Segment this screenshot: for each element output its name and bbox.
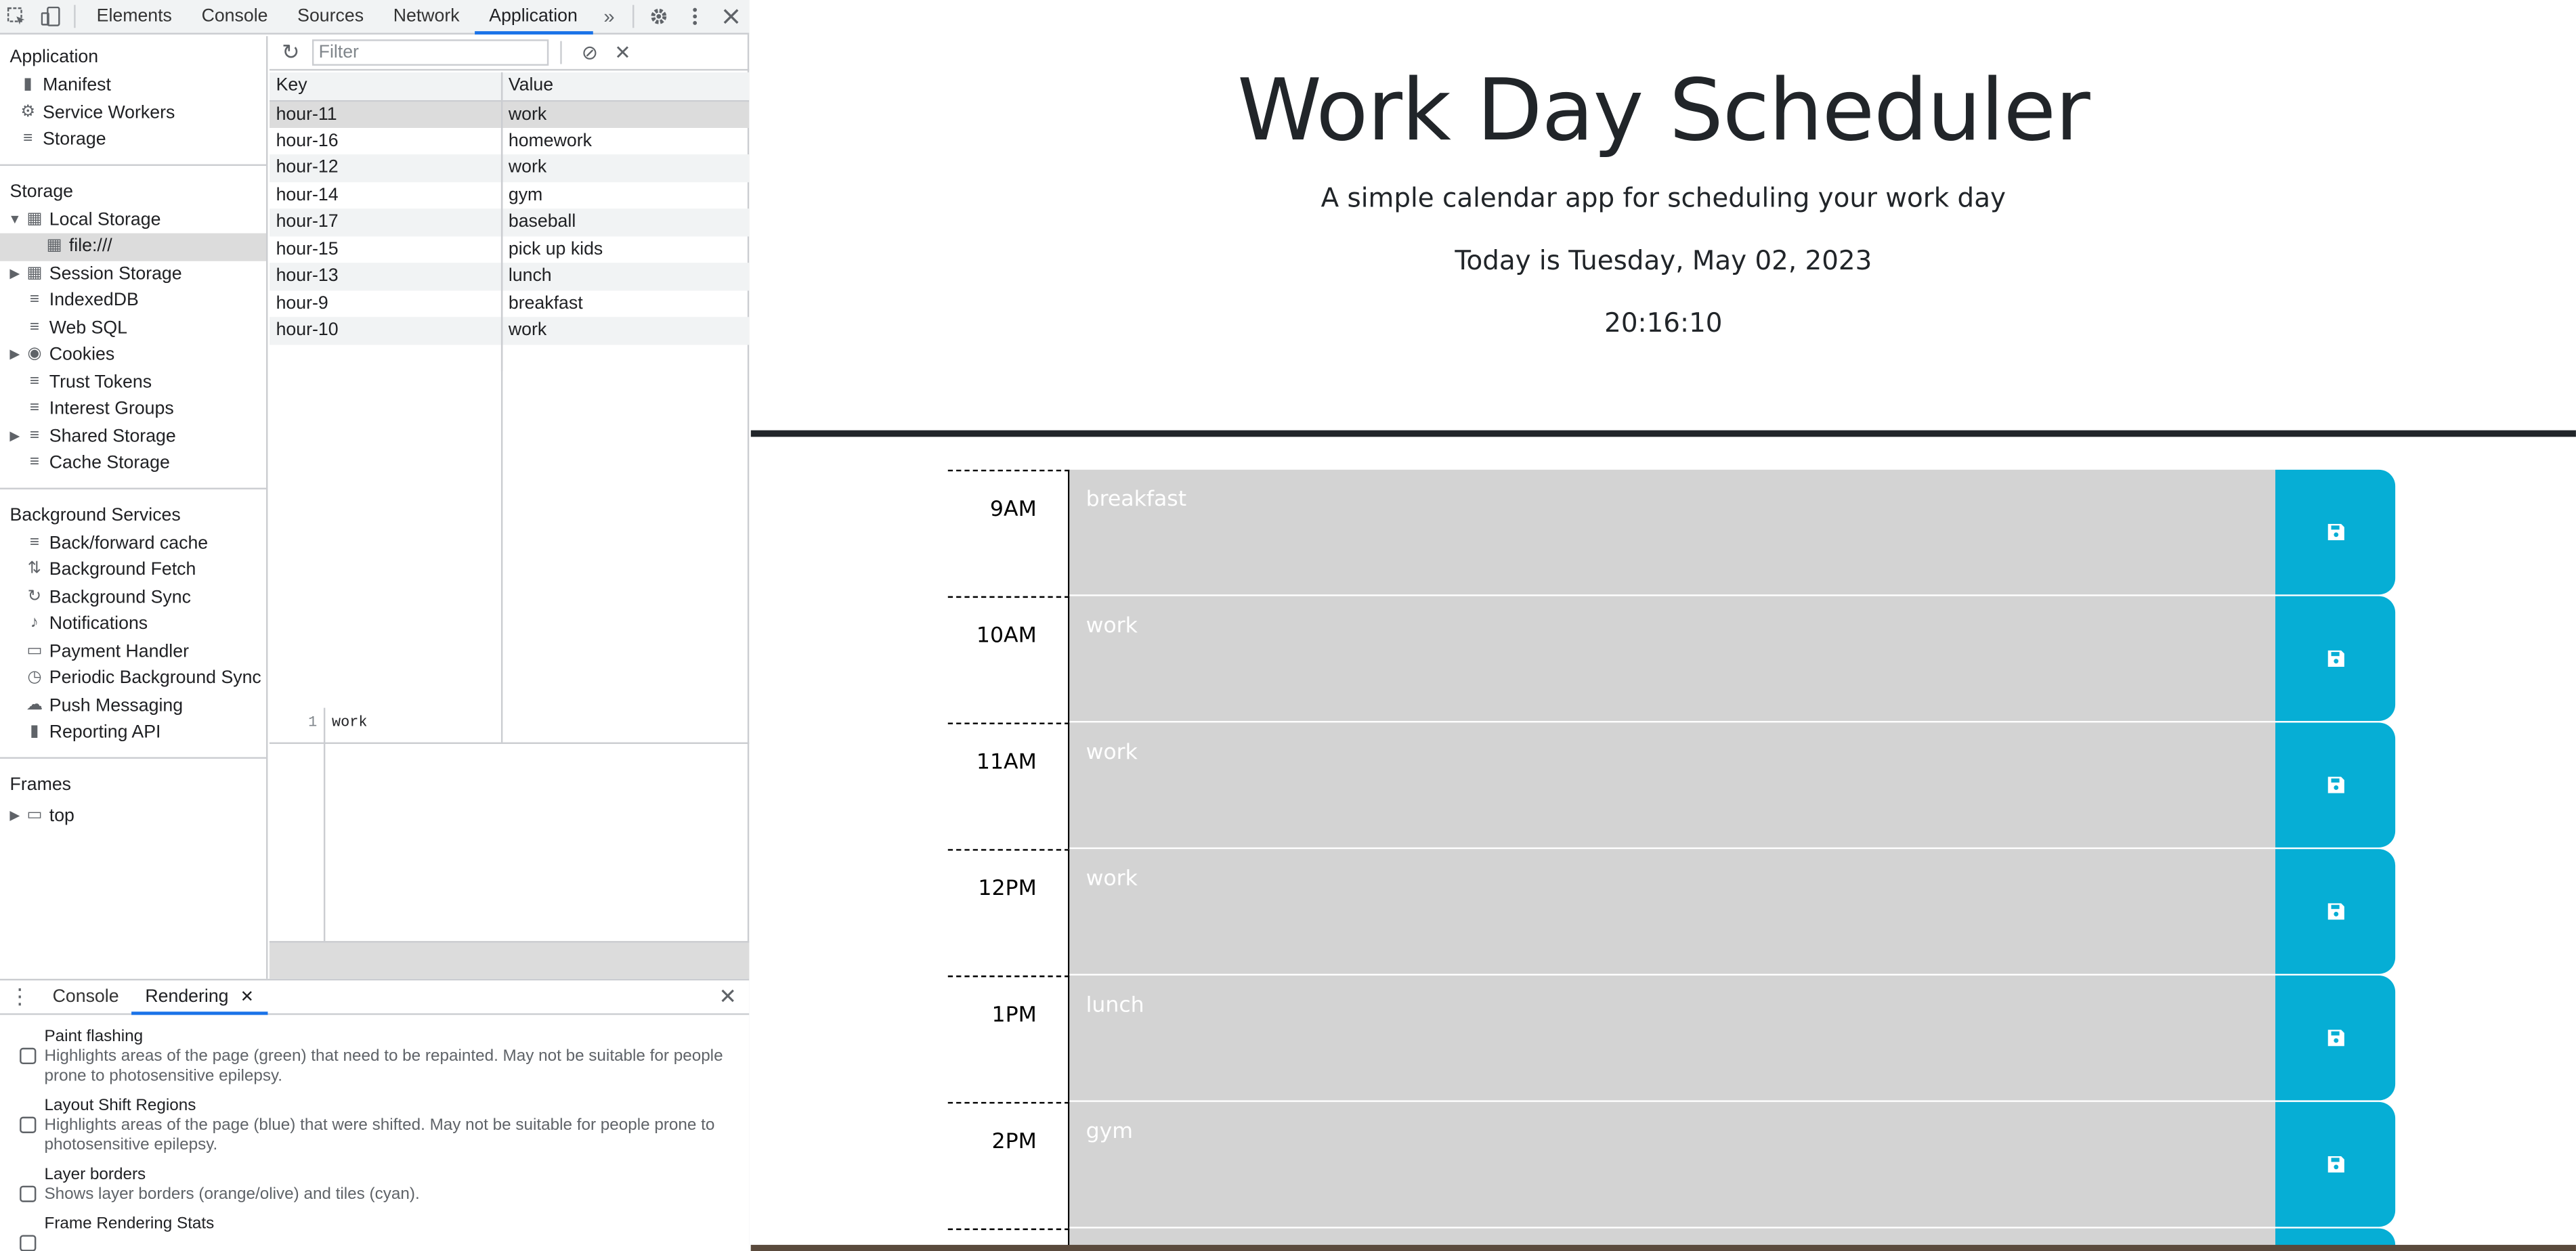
sidebar-item-web-sql[interactable] bbox=[0, 315, 266, 342]
table-row[interactable] bbox=[270, 317, 749, 344]
value-cell[interactable]: homework bbox=[508, 131, 592, 151]
tab-elements[interactable]: Elements bbox=[96, 5, 172, 26]
section-divider bbox=[0, 756, 266, 758]
sidebar-item-session-storage[interactable] bbox=[0, 261, 266, 288]
key-cell[interactable]: hour-15 bbox=[270, 236, 501, 263]
save-button[interactable] bbox=[2275, 596, 2395, 721]
save-button[interactable] bbox=[2275, 470, 2395, 594]
layout-shift-checkbox[interactable] bbox=[20, 1117, 36, 1133]
rendering-option-frame-stats bbox=[0, 1215, 749, 1235]
collapse-arrow-icon[interactable]: ▶ bbox=[9, 265, 20, 280]
filter-input[interactable] bbox=[312, 39, 549, 66]
sync-icon: ↻ bbox=[27, 587, 42, 605]
table-row[interactable] bbox=[270, 181, 749, 208]
toolbar-separator bbox=[560, 41, 561, 64]
devtools-panel bbox=[0, 0, 749, 1251]
sidebar-item-label: Push Messaging bbox=[49, 695, 184, 716]
sidebar-item-local-storage[interactable] bbox=[0, 206, 266, 233]
option-title: Layout Shift Regions bbox=[44, 1097, 196, 1116]
value-preview bbox=[270, 708, 749, 941]
close-tab-icon[interactable]: ✕ bbox=[240, 988, 255, 1006]
table-row[interactable] bbox=[270, 263, 749, 290]
grid-icon: ▦ bbox=[26, 263, 43, 282]
description-textarea[interactable]: breakfast bbox=[1069, 470, 2275, 596]
sidebar-item-label: Cookies bbox=[49, 345, 115, 365]
sidebar-item-back-forward-cache[interactable] bbox=[0, 529, 266, 556]
delete-selected-icon[interactable]: ✕ bbox=[614, 41, 631, 64]
save-button[interactable] bbox=[2275, 722, 2395, 847]
database-icon: ≡ bbox=[29, 372, 40, 391]
database-icon: ≡ bbox=[29, 290, 40, 309]
table-row[interactable] bbox=[270, 127, 749, 154]
save-button[interactable] bbox=[2275, 1102, 2395, 1227]
collapse-arrow-icon[interactable]: ▶ bbox=[9, 807, 20, 822]
database-icon: ≡ bbox=[23, 129, 33, 148]
line-number: 1 bbox=[270, 708, 325, 941]
column-header-value[interactable]: Value bbox=[501, 72, 749, 100]
sidebar-item-storage[interactable] bbox=[0, 127, 266, 154]
key-cell[interactable]: hour-11 bbox=[270, 100, 501, 127]
hour-label: 11AM bbox=[948, 722, 1070, 849]
key-cell[interactable]: hour-12 bbox=[270, 154, 501, 181]
tab-application[interactable]: Application bbox=[474, 0, 592, 34]
timeblock-row bbox=[948, 596, 2395, 723]
table-row-empty[interactable] bbox=[270, 344, 749, 371]
section-title-application: Application bbox=[9, 47, 99, 68]
table-row[interactable] bbox=[270, 208, 749, 236]
card-icon: ▭ bbox=[26, 641, 43, 660]
bell-icon: ♪ bbox=[30, 614, 39, 633]
sidebar-item-interest-groups[interactable] bbox=[0, 396, 266, 423]
option-description: Highlights areas of the page (green) that need to be repainted. May not be suitable for people prone to photosensitive epilepsy. bbox=[44, 1047, 723, 1086]
sidebar-item-frame-top[interactable] bbox=[0, 802, 266, 829]
settings-gear-icon[interactable] bbox=[641, 0, 677, 34]
close-devtools-icon[interactable] bbox=[713, 0, 749, 34]
file-icon: ▮ bbox=[30, 722, 39, 741]
sidebar-item-label: IndexedDB bbox=[49, 290, 139, 311]
section-divider bbox=[0, 487, 266, 488]
sidebar-item-label: file:/// bbox=[68, 236, 112, 257]
hour-label: 2PM bbox=[948, 1102, 1070, 1229]
sidebar-item-manifest[interactable] bbox=[0, 72, 266, 100]
timeblock-list bbox=[948, 470, 2395, 1251]
sidebar-item-label: Payment Handler bbox=[49, 641, 189, 661]
current-time: 20:16:10 bbox=[1604, 307, 1723, 338]
rendering-option-paint-flashing bbox=[0, 1028, 749, 1087]
sidebar-item-label: Web SQL bbox=[49, 317, 128, 338]
key-cell[interactable]: hour-9 bbox=[270, 290, 501, 317]
file-icon: ▮ bbox=[23, 75, 33, 94]
application-sidebar bbox=[0, 36, 267, 979]
tab-sources[interactable]: Sources bbox=[297, 5, 364, 26]
key-cell[interactable]: hour-17 bbox=[270, 208, 501, 236]
clear-all-icon[interactable]: ⊘ bbox=[581, 41, 599, 64]
save-icon bbox=[2327, 1030, 2343, 1046]
sidebar-item-label: Interest Groups bbox=[49, 399, 174, 419]
key-cell[interactable] bbox=[270, 344, 501, 371]
database-icon: ≡ bbox=[29, 426, 40, 445]
option-description: Shows layer borders (orange/olive) and tiles (cyan). bbox=[44, 1185, 420, 1204]
sidebar-item-cookies[interactable] bbox=[0, 342, 266, 369]
storage-toolbar bbox=[270, 36, 749, 70]
save-button[interactable] bbox=[2275, 975, 2395, 1100]
save-icon bbox=[2327, 524, 2343, 540]
sidebar-item-background-sync[interactable] bbox=[0, 584, 266, 611]
timeblock-row bbox=[948, 975, 2395, 1102]
preview-code[interactable]: work bbox=[332, 714, 368, 731]
sidebar-item-label: Cache Storage bbox=[49, 453, 170, 473]
section-title-frames: Frames bbox=[9, 774, 72, 794]
kebab-menu-icon[interactable] bbox=[677, 0, 713, 34]
column-header-key[interactable]: Key bbox=[270, 72, 501, 100]
close-drawer-icon[interactable]: ✕ bbox=[718, 984, 737, 1009]
sidebar-item-label: Periodic Background Sync bbox=[49, 668, 261, 688]
table-row[interactable] bbox=[270, 236, 749, 263]
sidebar-item-reporting-api[interactable] bbox=[0, 720, 266, 747]
timeblock-row bbox=[948, 722, 2395, 849]
storage-viewer bbox=[270, 36, 749, 979]
sidebar-item-indexeddb[interactable] bbox=[0, 288, 266, 315]
clock-icon: ◷ bbox=[27, 668, 42, 687]
sidebar-item-label: Background Fetch bbox=[49, 560, 196, 580]
section-title-background-services: Background Services bbox=[9, 504, 181, 525]
rendering-option-layout-shift bbox=[0, 1097, 749, 1156]
sidebar-item-label: Background Sync bbox=[49, 587, 191, 607]
hour-label: 1PM bbox=[948, 975, 1070, 1102]
grid-icon: ▦ bbox=[46, 236, 62, 255]
gear-icon: ⚙ bbox=[20, 102, 36, 121]
sidebar-item-label: Session Storage bbox=[49, 263, 182, 284]
drawer-tab-console[interactable]: Console bbox=[52, 986, 119, 1006]
value-cell[interactable]: work bbox=[501, 154, 749, 181]
scheduler-page bbox=[751, 0, 2576, 1251]
collapse-arrow-icon[interactable]: ▶ bbox=[9, 427, 20, 443]
timeblock-row bbox=[948, 1102, 2395, 1229]
option-title: Paint flashing bbox=[44, 1028, 144, 1047]
sidebar-item-service-workers[interactable] bbox=[0, 100, 266, 127]
header-jumbotron bbox=[751, 0, 2576, 431]
table-row[interactable] bbox=[270, 290, 749, 317]
description-textarea[interactable]: gym bbox=[1069, 1102, 2275, 1229]
section-title-storage: Storage bbox=[9, 181, 74, 202]
collapse-arrow-icon[interactable]: ▶ bbox=[9, 346, 20, 361]
value-cell[interactable] bbox=[501, 344, 749, 371]
sidebar-item-label: Notifications bbox=[49, 614, 148, 634]
toolbar-separator bbox=[74, 5, 75, 28]
save-icon bbox=[2327, 1156, 2343, 1172]
column-divider bbox=[501, 72, 502, 744]
frame-icon: ▭ bbox=[26, 805, 43, 824]
refresh-icon[interactable]: ↻ bbox=[282, 39, 300, 64]
value-cell[interactable]: lunch bbox=[501, 263, 749, 290]
option-title: Frame Rendering Stats bbox=[44, 1215, 215, 1233]
value-cell[interactable]: baseball bbox=[501, 208, 749, 236]
description-textarea[interactable]: lunch bbox=[1069, 975, 2275, 1102]
sidebar-item-label: top bbox=[49, 805, 74, 826]
header-border bbox=[751, 431, 2576, 437]
value-cell[interactable]: work bbox=[501, 100, 749, 127]
device-toolbar-icon[interactable] bbox=[34, 0, 68, 34]
timeblock-row bbox=[948, 849, 2395, 975]
sidebar-item-file-origin[interactable] bbox=[0, 233, 266, 260]
section-divider bbox=[0, 163, 266, 164]
sidebar-item-label: Back/forward cache bbox=[49, 533, 209, 553]
cloud-icon: ☁ bbox=[26, 695, 43, 714]
desktop-strip bbox=[751, 1245, 2576, 1251]
sidebar-item-label: Shared Storage bbox=[49, 426, 176, 446]
grid-icon: ▦ bbox=[26, 209, 43, 228]
database-icon: ≡ bbox=[29, 399, 40, 418]
table-row[interactable] bbox=[270, 154, 749, 181]
devtools-drawer bbox=[0, 979, 749, 1251]
sidebar-item-push-messaging[interactable] bbox=[0, 693, 266, 720]
current-date: Today is Tuesday, May 02, 2023 bbox=[1455, 244, 1872, 276]
cookie-icon: ◉ bbox=[27, 345, 42, 364]
value-cell[interactable]: pick up kids bbox=[508, 239, 603, 259]
sidebar-item-label: Service Workers bbox=[43, 102, 175, 123]
option-description: Highlights areas of the page (blue) that were shifted. May not be suitable for people prone to photosensitive epilepsy. bbox=[44, 1116, 715, 1155]
sidebar-item-cache-storage[interactable] bbox=[0, 450, 266, 477]
save-button[interactable] bbox=[2275, 849, 2395, 973]
database-icon: ≡ bbox=[29, 453, 40, 472]
drawer-tabbar bbox=[0, 980, 749, 1015]
tab-console[interactable]: Console bbox=[201, 5, 268, 26]
hour-label: 9AM bbox=[948, 470, 1070, 596]
sidebar-item-payment-handler[interactable] bbox=[0, 638, 266, 665]
sidebar-item-label: Manifest bbox=[43, 75, 111, 95]
hour-label: 12PM bbox=[948, 849, 1070, 975]
value-cell[interactable]: gym bbox=[508, 185, 543, 205]
description-textarea[interactable]: work bbox=[1069, 596, 2275, 723]
sidebar-item-trust-tokens[interactable] bbox=[0, 369, 266, 396]
page-lead: A simple calendar app for scheduling your work day bbox=[1321, 182, 2006, 214]
sidebar-item-background-fetch[interactable] bbox=[0, 556, 266, 584]
key-cell[interactable]: hour-14 bbox=[270, 181, 501, 208]
hour-label: 10AM bbox=[948, 596, 1070, 723]
save-icon bbox=[2327, 903, 2343, 919]
table-row[interactable] bbox=[270, 100, 749, 127]
value-cell[interactable]: breakfast bbox=[508, 293, 583, 313]
inspect-element-icon[interactable] bbox=[0, 0, 34, 34]
page-title: Work Day Scheduler bbox=[1237, 62, 2090, 161]
paint-flashing-checkbox[interactable] bbox=[20, 1048, 36, 1064]
layer-borders-checkbox[interactable] bbox=[20, 1186, 36, 1202]
key-value-grid bbox=[270, 72, 749, 744]
timeblock-row bbox=[948, 470, 2395, 596]
sidebar-item-periodic-background-sync[interactable] bbox=[0, 665, 266, 693]
database-icon: ≡ bbox=[29, 317, 40, 336]
database-icon: ≡ bbox=[29, 533, 40, 551]
sidebar-item-label: Local Storage bbox=[49, 209, 161, 229]
key-cell[interactable]: hour-10 bbox=[270, 317, 501, 344]
drawer-tab-rendering[interactable] bbox=[132, 980, 267, 1014]
frame-stats-checkbox[interactable] bbox=[20, 1235, 36, 1251]
toolbar-separator bbox=[632, 5, 634, 28]
drawer-tab-label: Rendering bbox=[145, 986, 229, 1006]
tab-network[interactable]: Network bbox=[393, 5, 460, 26]
save-icon bbox=[2327, 776, 2343, 793]
more-tabs-icon[interactable]: » bbox=[603, 5, 615, 28]
sidebar-item-label: Trust Tokens bbox=[49, 372, 152, 392]
description-textarea[interactable]: work bbox=[1069, 849, 2275, 975]
expand-arrow-icon[interactable]: ▼ bbox=[8, 211, 22, 226]
arrows-icon: ⇅ bbox=[27, 560, 42, 578]
value-cell[interactable]: work bbox=[501, 317, 749, 344]
sidebar-item-shared-storage[interactable] bbox=[0, 423, 266, 450]
sidebar-item-label: Reporting API bbox=[49, 722, 161, 743]
rendering-option-layer-borders bbox=[0, 1166, 749, 1205]
sidebar-item-label: Storage bbox=[43, 129, 106, 150]
key-cell[interactable]: hour-16 bbox=[270, 127, 501, 154]
description-textarea[interactable]: work bbox=[1069, 722, 2275, 849]
key-cell[interactable]: hour-13 bbox=[270, 263, 501, 290]
drawer-menu-icon[interactable]: ⋮ bbox=[9, 984, 30, 1009]
devtools-toolbar bbox=[0, 0, 749, 35]
save-icon bbox=[2327, 651, 2343, 667]
preview-footer bbox=[270, 941, 749, 979]
sidebar-item-notifications[interactable] bbox=[0, 611, 266, 638]
option-title: Layer borders bbox=[44, 1166, 146, 1185]
